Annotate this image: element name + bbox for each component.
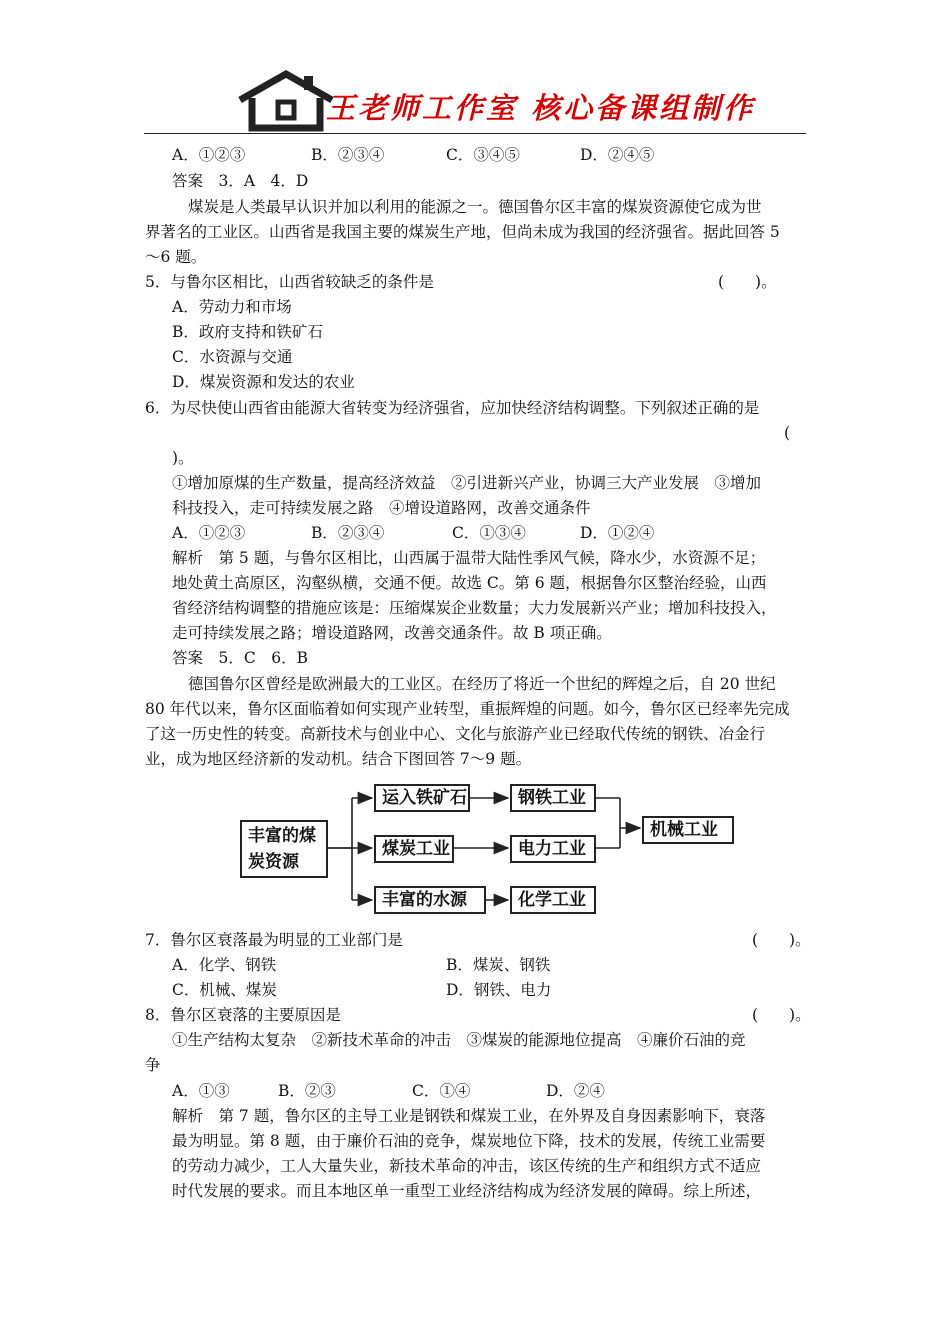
q8-option-d: D．②④ [546,1082,605,1100]
q6-option-a: A．①②③ [172,524,246,542]
q5-option-d: D．煤炭资源和发达的农业 [172,373,355,391]
q5-option-b: B．政府支持和铁矿石 [172,323,323,341]
box-coal-industry: 煤炭工业 [374,835,454,863]
box-iron-ore-import: 运入铁矿石 [374,784,470,812]
q8-items-line1: ①生产结构太复杂 ②新技术革命的冲击 ③煤炭的能源地位提高 ④廉价石油的竞 [172,1031,746,1049]
q6-option-d: D．①②④ [580,524,655,542]
q34-option-b: B．②③④ [311,146,385,164]
q7-option-d: D．钢铁、电力 [446,981,552,999]
box-machinery-industry: 机械工业 [642,816,734,844]
q8-items-line2: 争 [145,1056,161,1074]
intro79-line4: 业，成为地区经济新的发动机。结合下图回答 7～9 题。 [145,750,532,768]
box-coal-resources: 丰富的煤炭资源 [240,820,328,878]
q7-stem: 7．鲁尔区衰落最为明显的工业部门是 [145,931,403,949]
q8-option-c: C．①④ [412,1082,471,1100]
q34-option-a: A．①②③ [172,146,246,164]
analysis78-line3: 的劳动力减少，工人大量失业，新技术革命的冲击，该区传统的生产和组织方式不适应 [172,1157,762,1175]
q7-option-b: B．煤炭、钢铁 [446,956,551,974]
box-chemical-industry: 化学工业 [510,886,596,914]
intro56-line2: 界著名的工业区。山西省是我国主要的煤炭生产地，但尚未成为我国的经济强省。据此回答 5 [145,223,780,241]
q7-bracket: ( )。 [752,931,811,949]
q6-bracket-close: )。 [172,449,194,467]
q8-option-b: B．②③ [278,1082,336,1100]
q8-option-a: A．①③ [172,1082,230,1100]
analysis56-answer: 答案 5．C 6．B [172,649,308,667]
intro56-line3: ～6 题。 [145,248,207,266]
box-steel-industry: 钢铁工业 [510,784,596,812]
q6-option-b: B．②③④ [311,524,385,542]
page-header [236,70,756,138]
box-water-resources: 丰富的水源 [374,886,486,914]
q6-option-c: C．①③④ [452,524,526,542]
analysis78-line2: 最为明显。第 8 题，由于廉价石油的竞争，煤炭地位下降，技术的发展，传统工业需要 [172,1132,766,1150]
q5-option-a: A．劳动力和市场 [172,298,292,316]
q6-bracket-open: ( [784,424,791,442]
intro79-line3: 了这一历史性的转变。高新技术与创业中心、文化与旅游产业已经取代传统的钢铁、冶金行 [145,725,766,743]
q6-items-line1: ①增加原煤的生产数量，提高经济效益 ②引进新兴产业，协调三大产业发展 ③增加 [172,474,762,492]
q6-items-line2: 科技投入，走可持续发展之路 ④增设道路网，改善交通条件 [172,499,591,517]
studio-brand-title: 王老师工作室 核心备课组制作 [326,91,756,125]
q8-stem: 8．鲁尔区衰落的主要原因是 [145,1006,341,1024]
analysis78-line1: 解析 第 7 题，鲁尔区的主导工业是钢铁和煤炭工业，在外界及自身因素影响下，衰落 [172,1107,766,1125]
q5-stem: 5．与鲁尔区相比，山西省较缺乏的条件是 [145,273,434,291]
q5-bracket: ( )。 [718,273,777,291]
intro56-line1: 煤炭是人类最早认识并加以利用的能源之一。德国鲁尔区丰富的煤炭资源使它成为世 [188,198,762,216]
q34-answer: 答案 3．A 4．D [172,172,309,190]
analysis56-line3: 省经济结构调整的措施应该是：压缩煤炭企业数量；大力发展新兴产业；增加科技投入， [172,599,777,617]
box-power-industry: 电力工业 [510,835,596,863]
q6-stem: 6．为尽快使山西省由能源大省转变为经济强省，应加快经济结构调整。下列叙述正确的是 [145,399,760,417]
intro79-line2: 80 年代以来，鲁尔区面临着如何实现产业转型，重振辉煌的问题。如今，鲁尔区已经率先完成 [145,700,790,718]
header-divider [144,133,806,134]
q34-option-d: D．②④⑤ [580,146,655,164]
q7-option-a: A．化学、钢铁 [172,956,277,974]
analysis78-line4: 时代发展的要求。而且本地区单一重型工业经济结构成为经济发展的障碍。综上所述， [172,1182,762,1200]
intro79-line1: 德国鲁尔区曾经是欧洲最大的工业区。在经历了将近一个世纪的辉煌之后，自 20 世纪 [188,675,776,693]
ruhr-industry-flow-diagram [236,780,756,920]
q5-option-c: C．水资源与交通 [172,348,293,366]
analysis56-line4: 走可持续发展之路；增设道路网，改善交通条件。故 B 项正确。 [172,624,612,642]
analysis56-line2: 地处黄土高原区，沟壑纵横，交通不便。故选 C。第 6 题，根据鲁尔区整治经验，山西 [172,574,767,592]
q7-option-c: C．机械、煤炭 [172,981,277,999]
analysis56-line1: 解析 第 5 题，与鲁尔区相比，山西属于温带大陆性季风气候，降水少，水资源不足； [172,549,766,567]
q34-option-c: C．③④⑤ [446,146,520,164]
house-logo-icon [236,70,336,132]
q8-bracket: ( )。 [752,1006,811,1024]
